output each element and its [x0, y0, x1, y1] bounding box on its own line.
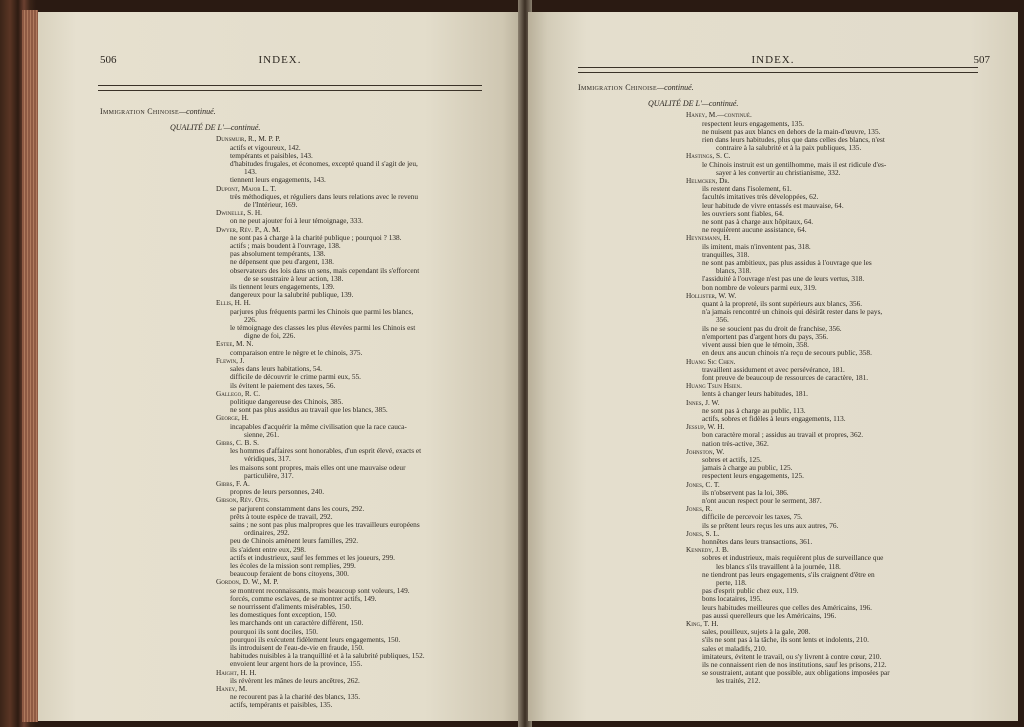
page-edges	[22, 10, 38, 722]
entry-line: forcés, comme esclaves, de se montrer actifs, 149.	[230, 593, 377, 603]
entry-name: Heynemann, H.	[686, 233, 731, 243]
entry-name: Estee, M. N.	[216, 339, 254, 349]
entry-line: habitudes nuisibles à la tranquillité et à la salubrité publiques, 152.	[230, 651, 425, 661]
entry-line: les écoles de la mission sont remplies, 299.	[230, 560, 356, 570]
index-entry	[578, 358, 990, 383]
entry-line: ils ne se soucient pas du droit de franchise, 356.	[702, 323, 842, 333]
entry-line: ne sont pas à charge au public, 113.	[702, 405, 806, 415]
header-rule	[98, 85, 482, 91]
entry-line: observateurs des lois dans un sens, mais cependant ils s'efforcent	[230, 265, 420, 275]
entry-line: bons locataires, 195.	[702, 594, 762, 604]
index-entry	[100, 480, 486, 496]
index-entry	[100, 209, 486, 225]
entry-line: les maisons sont propres, mais elles ont une mauvaise odeur	[230, 462, 406, 472]
entry-line: pas absolument tempérants, 138.	[230, 249, 326, 259]
entry-line: en deux ans aucun chinois n'a reçu de secours public, 358.	[702, 348, 872, 358]
left-page-body	[100, 108, 486, 710]
entry-line: se parjurent constamment dans les cours, 292.	[230, 503, 365, 513]
entry-name: Gordon, D. W., M. P.	[216, 577, 279, 587]
entry-line: ordinaires, 292.	[244, 528, 290, 538]
index-entry	[100, 299, 486, 340]
entry-line: ils ne connaissent rien de nos institutions, sauf les prisons, 212.	[702, 660, 887, 670]
entry-line: particulière, 317.	[244, 470, 294, 480]
entry-line: sains ; ne sont pas plus malpropres que les travailleurs européens	[230, 519, 420, 529]
right-page	[528, 12, 1018, 721]
entry-line: d'habitudes frugales, et économes, excepté quand il s'agit de jeu,	[230, 159, 418, 169]
entry-line: jamais à charge au public, 125.	[702, 463, 793, 473]
index-entry	[100, 357, 486, 390]
entry-name: Flewin, J.	[216, 355, 245, 365]
entry-line: actifs et vigoureux, 142.	[230, 142, 301, 152]
entry-line: ils imitent, mais n'inventent pas, 318.	[702, 241, 811, 251]
entry-name: George, H.	[216, 413, 249, 423]
entry-line: contraire à la salubrité et à la paix publiques, 135.	[716, 143, 862, 153]
entry-line: sobres et industrieux, mais requièrent plus de surveillance que	[702, 553, 884, 563]
entry-line: comparaison entre le nègre et le chinois, 375.	[230, 347, 363, 357]
entry-line: sales, pouilleux, sujets à la gale, 208.	[702, 627, 811, 637]
entry-line: actifs et industrieux, sauf les femmes et les joueurs, 299.	[230, 552, 395, 562]
index-entry	[578, 505, 990, 530]
entry-line: respectent leurs engagements, 135.	[702, 118, 804, 128]
entry-line: envoient leur argent hors de la province, 155.	[230, 659, 363, 669]
entry-line: ils se prêtent leurs reçus les uns aux autres, 76.	[702, 520, 839, 530]
entry-line: les domestiques font exception, 150.	[230, 610, 337, 620]
entry-line: de l'Intérieur, 169.	[244, 200, 298, 210]
index-entries	[100, 135, 486, 709]
continued-heading: Immigration Chinoise—continué.	[100, 107, 216, 116]
entry-line: ils s'aident entre eux, 298.	[230, 544, 306, 554]
entry-line: ne requièrent aucune assistance, 64.	[702, 225, 807, 235]
entry-line: ne sont pas à charge à la charité publique ; pourquoi ? 138.	[230, 232, 402, 242]
entry-name: Jones, C. T.	[686, 479, 720, 489]
entry-line: ne tiendront pas leurs engagements, s'ils craignent d'être en	[702, 569, 875, 579]
entry-line: ne recourent pas à la charité des blancs, 135.	[230, 692, 361, 702]
entry-line: on ne peut ajouter foi à leur témoignage, 333.	[230, 216, 363, 226]
entry-line: digne de foi, 226.	[244, 331, 296, 341]
index-entry	[578, 481, 990, 506]
entry-line: quant à la propreté, ils sont supérieurs aux blancs, 356.	[702, 299, 863, 309]
entry-name: Haney, M.—continué.	[686, 110, 752, 120]
entry-line: ils introduisent de l'eau-de-vie en fraude, 150.	[230, 643, 364, 652]
entry-line: prêts à toute espèce de travail, 292.	[230, 511, 333, 521]
index-entry	[100, 685, 486, 710]
index-entry	[578, 152, 990, 177]
entry-name: Jones, R.	[686, 504, 713, 514]
index-entry	[100, 340, 486, 356]
entry-line: lents à changer leurs habitudes, 181.	[702, 389, 808, 399]
entry-line: vivent aussi bien que le témoin, 358.	[702, 340, 810, 350]
entry-line: les hommes d'affaires sont honorables, d'un esprit élevé, exacts et	[230, 446, 422, 456]
entry-name: Gallego, R. C.	[216, 388, 261, 398]
entry-line: actifs ; mais boudent à l'ouvrage, 138.	[230, 241, 341, 251]
entry-line: pourquoi ils sont dociles, 150.	[230, 626, 318, 636]
entry-line: tempérants et paisibles, 143.	[230, 150, 313, 160]
header-rule	[578, 67, 978, 73]
entry-line: peu de Chinois amènent leurs familles, 292.	[230, 536, 359, 546]
entry-name: Gibbs, F. A.	[216, 478, 250, 488]
entry-line: ne dépensent que peu d'argent, 138.	[230, 257, 334, 267]
index-entry	[100, 669, 486, 685]
entry-line: respectent leurs engagements, 125.	[702, 471, 804, 481]
entry-line: imitateurs, évitent le travail, ou s'y livrent à contre cœur, 210.	[702, 651, 882, 661]
entry-line: les traités, 212.	[716, 676, 761, 686]
entry-line: ne sont pas plus assidus au travail que les blancs, 385.	[230, 405, 388, 415]
entry-name: Kennedy, J. B.	[686, 545, 729, 555]
running-title: INDEX.	[751, 54, 795, 66]
section-heading: QUALITÉ DE L'—continué.	[648, 99, 739, 109]
entry-name: Innes, J. W.	[686, 397, 720, 407]
right-page-body	[578, 84, 990, 686]
index-entry	[578, 292, 990, 358]
entry-line: sayer à les convertir au christianisme, 332.	[716, 167, 841, 177]
entry-line: incapables d'acquérir la même civilisation que la race cauca-	[230, 421, 407, 431]
entry-line: ils tiennent leurs engagements, 139.	[230, 282, 335, 292]
entry-line: leur habitude de vivre entassés est mauvaise, 64.	[702, 200, 844, 210]
index-entry	[578, 620, 990, 686]
index-entry	[578, 234, 990, 291]
index-entry	[100, 185, 486, 210]
entry-line: bon caractère moral ; assidus au travail et propres, 362.	[702, 430, 864, 440]
running-title: INDEX.	[258, 54, 302, 66]
entry-line: 143.	[244, 167, 257, 177]
entry-name: Hollister, W. W.	[686, 290, 737, 300]
entry-line: tiennent leurs engagements, 143.	[230, 175, 326, 185]
entry-line: beaucoup feraient de bons citoyens, 300.	[230, 569, 349, 579]
entry-line: véridiques, 317.	[244, 454, 291, 464]
entry-line: ne sont pas ambitieux, pas plus assidus à l'ouvrage que les	[702, 258, 872, 268]
entry-line: s'ils ne sont pas à la tâche, ils sont lents et indolents, 210.	[702, 635, 869, 645]
entry-line: ils n'observent pas la loi, 386.	[702, 487, 789, 497]
entry-line: de se soustraire à leur action, 138.	[244, 273, 344, 283]
entry-line: l'assiduité à l'ouvrage n'est pas une de leurs vertus, 318.	[702, 274, 865, 284]
entry-line: ne sont pas à charge aux hôpitaux, 64.	[702, 217, 814, 227]
entry-line: pas d'esprit public chez eux, 119.	[702, 586, 799, 596]
entry-line: le Chinois instruit est un gentilhomme, mais il est ridicule d'es-	[702, 159, 887, 169]
entry-line: les ouvriers sont fiables, 64.	[702, 208, 784, 218]
entry-line: sales dans leurs habitations, 54.	[230, 364, 323, 374]
entry-line: pas aussi querelleurs que les Américains, 196.	[702, 610, 837, 620]
entry-line: difficile de percevoir les taxes, 75.	[702, 512, 803, 522]
entry-line: font preuve de beaucoup de ressources de caractère, 181.	[702, 372, 869, 382]
entry-line: honnêtes dans leurs transactions, 361.	[702, 536, 813, 546]
index-entry	[578, 448, 990, 481]
entry-name: Johnston, W.	[686, 446, 725, 456]
entry-line: propres de leurs personnes, 240.	[230, 487, 325, 497]
entry-line: nation très-active, 362.	[702, 438, 769, 448]
entry-line: se montrent reconnaissants, mais beaucoup sont voleurs, 149.	[230, 585, 410, 595]
entry-line: le témoignage des classes les plus élevées parmi les Chinois est	[230, 323, 416, 333]
page-number: 506	[100, 54, 117, 66]
index-entry	[100, 390, 486, 415]
entry-line: actifs, tempérants et paisibles, 135.	[230, 700, 333, 710]
entry-line: actifs, sobres et fidèles à leurs engagements, 113.	[702, 413, 846, 423]
entry-name: Gibson, Rév. Otis.	[216, 495, 270, 505]
entry-name: Ellis, H. H.	[216, 298, 251, 308]
entry-line: bon nombre de voleurs parmi eux, 319.	[702, 282, 817, 292]
index-entry	[578, 546, 990, 620]
entry-name: Dupont, Major L. T.	[216, 183, 277, 193]
entry-line: n'a jamais rencontré un chinois qui désirât rester dans le pays,	[702, 307, 883, 317]
entry-name: Haney, M.	[216, 684, 248, 694]
entry-line: facultés imitatives très développées, 62.	[702, 192, 819, 202]
entry-line: ils restent dans l'isolement, 61.	[702, 184, 792, 194]
entry-line: les blancs s'ils travaillent à la journée, 118.	[716, 561, 841, 571]
entry-line: sales et maladifs, 210.	[702, 643, 767, 653]
entry-line: sienne, 261.	[244, 429, 280, 439]
index-entry	[578, 399, 990, 424]
index-entries	[578, 111, 990, 685]
index-entry	[100, 439, 486, 480]
entry-name: Helmcken, Dr.	[686, 176, 730, 186]
entry-line: très méthodiques, et réguliers dans leurs relations avec le revenu	[230, 191, 419, 201]
entry-name: King, T. H.	[686, 619, 719, 628]
entry-name: Jones, S. L.	[686, 528, 720, 538]
entry-line: ils évitent le paiement des taxes, 56.	[230, 380, 336, 390]
entry-line: difficile de découvrir le crime parmi eux, 55.	[230, 372, 361, 382]
index-entry	[578, 423, 990, 448]
entry-line: 226.	[244, 314, 257, 324]
left-page-header	[38, 54, 522, 72]
entry-name: Dwinelle, S. H.	[216, 208, 262, 218]
index-entry	[100, 414, 486, 439]
index-entry	[100, 578, 486, 668]
entry-line: blancs, 318.	[716, 266, 752, 276]
entry-line: ils révèrent les mânes de leurs ancêtres, 262.	[230, 675, 360, 685]
entry-line: parjures plus fréquents parmi les Chinois que parmi les blancs,	[230, 306, 414, 316]
index-entry	[578, 530, 990, 546]
entry-line: leurs habitudes meilleures que celles des Américains, 196.	[702, 602, 873, 612]
entry-line: n'emportent pas d'argent hors du pays, 356.	[702, 331, 829, 341]
entry-line: sobres et actifs, 125.	[702, 454, 762, 464]
index-entry	[578, 111, 990, 152]
entry-line: ne nuisent pas aux blancs en dehors de la main-d'œuvre, 135.	[702, 126, 881, 136]
entry-line: travaillent assidument et avec persévérance, 181.	[702, 364, 845, 374]
entry-name: Gibbs, C. B. S.	[216, 437, 259, 447]
entry-line: 356.	[716, 315, 729, 325]
entry-line: perte, 118.	[716, 577, 747, 587]
entry-name: Jessup, W. H.	[686, 422, 725, 432]
entry-line: rien dans leurs habitudes, plus que dans celles des blancs, n'est	[702, 135, 885, 145]
entry-line: tranquilles, 318.	[702, 249, 750, 259]
entry-line: les marchands ont un caractère différent, 150.	[230, 618, 364, 628]
entry-line: politique dangereuse des Chinois, 385.	[230, 396, 344, 406]
entry-line: n'ont aucun respect pour le serment, 387.	[702, 495, 822, 505]
index-entry	[578, 382, 990, 398]
entry-name: Dwyer, Rév. P., A. M.	[216, 224, 281, 234]
left-page	[38, 12, 522, 721]
index-entry	[100, 226, 486, 300]
entry-line: pourquoi ils exécutent fidèlement leurs engagements, 150.	[230, 634, 401, 644]
entry-line: dangereux pour la salubrité publique, 139.	[230, 290, 354, 300]
entry-name: Dunsmuir, R., M. P. P.	[216, 134, 281, 144]
section-heading: QUALITÉ DE L'—continué.	[170, 123, 261, 133]
entry-name: Huang Tsun Hsien.	[686, 381, 742, 391]
entry-line: se soustraient, autant que possible, aux obligations imposées par	[702, 668, 890, 678]
index-entry	[100, 135, 486, 184]
entry-name: Haight, H. H.	[216, 667, 257, 677]
page-number: 507	[973, 54, 990, 66]
index-entry	[100, 496, 486, 578]
index-entry	[578, 177, 990, 234]
entry-name: Hastings, S. C.	[686, 151, 731, 161]
continued-heading: Immigration Chinoise—continué.	[578, 83, 694, 92]
entry-name: Huang Sic Chen.	[686, 356, 736, 366]
entry-line: se nourrissent d'aliments misérables, 150.	[230, 601, 352, 611]
